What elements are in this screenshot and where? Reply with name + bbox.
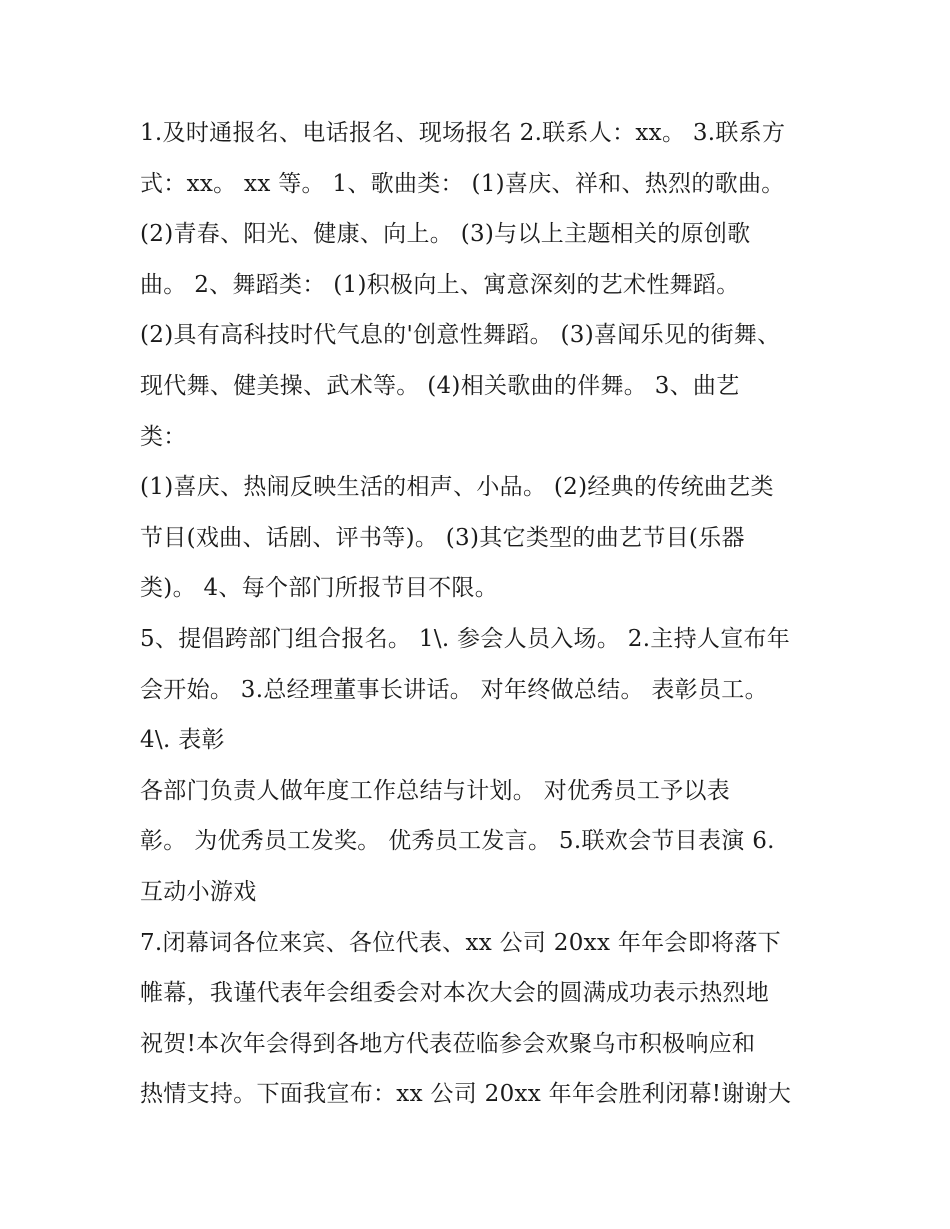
text-line: 4\. 表彰 [140, 727, 225, 754]
text-line: 彰。 为优秀员工发奖。 优秀员工发言。 5.联欢会节目表演 6. [140, 828, 775, 855]
text-line: 互动小游戏 [140, 878, 257, 905]
text-line: 类： [140, 423, 187, 450]
text-line: 现代舞、健美操、武术等。 (4)相关歌曲的伴舞。 3、曲艺 [140, 372, 740, 399]
text-line: 式：xx。 xx 等。 1、歌曲类： (1)喜庆、祥和、热烈的歌曲。 [140, 170, 785, 197]
text-line: (2)具有高科技时代气息的'创意性舞蹈。 (3)喜闻乐见的街舞、 [140, 322, 781, 349]
text-line: 会开始。 3.总经理董事长讲话。 对年终做总结。 表彰员工。 [140, 676, 768, 703]
text-line: 祝贺!本次年会得到各地方代表莅临参会欢聚乌市积极响应和 [140, 1030, 756, 1057]
text-line: 帷幕，我谨代表年会组委会对本次大会的圆满成功表示热烈地 [140, 980, 770, 1007]
text-line: 曲。 2、舞蹈类： (1)积极向上、寓意深刻的艺术性舞蹈。 [140, 271, 740, 298]
text-line: 1.及时通报名、电话报名、现场报名 2.联系人：xx。 3.联系方 [140, 120, 786, 146]
text-line: 类)。 4、每个部门所报节目不限。 [140, 575, 499, 602]
text-line: 7.闭幕词各位来宾、各位代表、xx 公司 20xx 年年会即将落下 [140, 929, 781, 956]
text-line: 热情支持。下面我宣布：xx 公司 20xx 年年会胜利闭幕!谢谢大 [140, 1081, 792, 1108]
text-line: 5、提倡跨部门组合报名。 1\. 参会人员入场。 2.主持人宣布年 [140, 625, 791, 652]
document-body [140, 108, 820, 1120]
text-line: 各部门负责人做年度工作总结与计划。 对优秀员工予以表 [140, 777, 731, 804]
text-line: (2)青春、阳光、健康、向上。 (3)与以上主题相关的原创歌 [140, 221, 751, 248]
text-line: 节目(戏曲、话剧、评书等)。 (3)其它类型的曲艺节目(乐器 [140, 524, 745, 551]
text-line: (1)喜庆、热闹反映生活的相声、小品。 (2)经典的传统曲艺类 [140, 474, 774, 501]
